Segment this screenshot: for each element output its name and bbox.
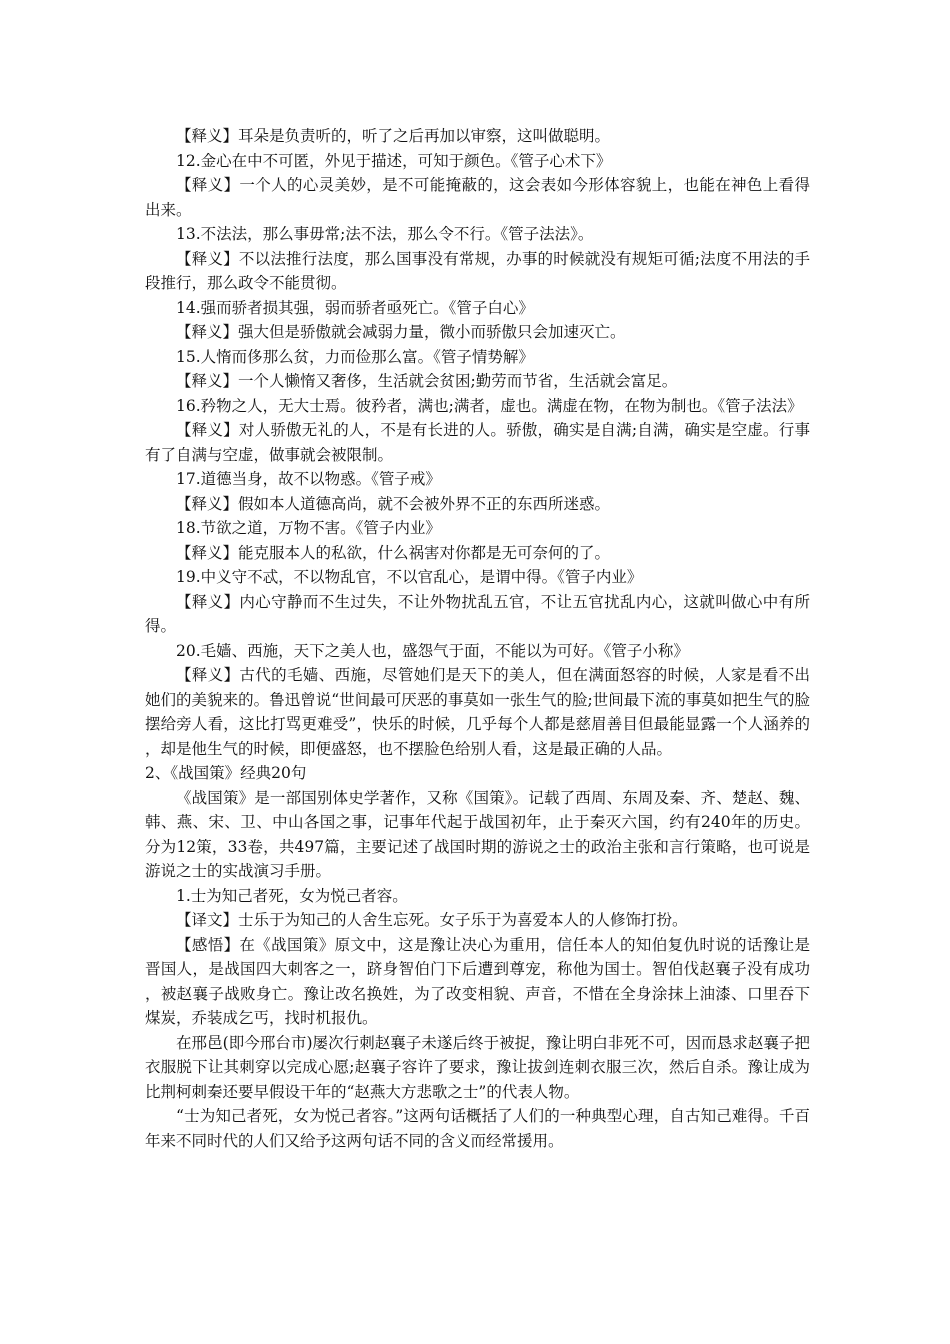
paragraph-22: 1.士为知己者死，女为悦己者容。 [176,886,408,905]
paragraph-26: “士为知己者死，女为悦己者容。”这两句话概括了人们的一种典型心理，自古知己难得。千百年来不同时代的人们又给予这两句话不同的含义而经常援用。 [145,1107,810,1150]
paragraph-14: 18.节欲之道，万物不害。《管子内业》 [176,519,441,537]
paragraph-13: 【释义】假如本人道德高尚，就不会被外界不正的东西所迷惑。 [176,494,611,513]
paragraph-3: 【释义】一个人的心灵美妙，是不可能掩蔽的，这会表如今形体容貌上，也能在神色上看得出来。 [145,176,810,219]
paragraph-11: 【释义】对人骄傲无礼的人，不是有长进的人。骄傲，确实是自满;自满，确实是空虚。行事有了自满与空虚，做事就会被限制。 [145,421,810,464]
paragraph-17: 【释义】内心守静而不生过失，不让外物扰乱五官，不让五官扰乱内心，这就叫做心中有所得。 [145,592,810,635]
paragraph-16: 19.中义守不忒，不以物乱官，不以官乱心，是谓中得。《管子内业》 [176,568,643,586]
section-heading: 2、《战国策》经典20句 [145,764,307,782]
paragraph-6: 14.强而骄者损其强，弱而骄者亟死亡。《管子白心》 [176,298,534,317]
paragraph-21: 《战国策》是一部国别体史学著作，又称《国策》。记载了西周、东周及秦、齐、楚赵、魏、韩、燕、宋、卫、中山各国之事，记事年代起于战国初年，止于秦灭六国，约有240年的历史。分为12策，33卷，共497篇，主要记述了战国时期的游说之士的政治主张和言行策略，也可说是游说之士的实战演习手册。 [145,788,810,880]
paragraph-9: 【释义】一个人懒惰又奢侈，生活就会贫困;勤劳而节省，生活就会富足。 [176,372,678,390]
paragraph-10: 16.矜物之人，无大士焉。彼矜者，满也;满者，虚也。满虚在物，在物为制也。《管子法法》 [176,396,803,415]
paragraph-5: 【释义】不以法推行法度，那么国事没有常规，办事的时候就没有规矩可循;法度不用法的手段推行，那么政令不能贯彻。 [145,249,810,292]
paragraph-15: 【释义】能克服本人的私欲，什么祸害对你都是无可奈何的了。 [176,543,611,562]
paragraph-12: 17.道德当身，故不以物惑。《管子戒》 [176,470,441,488]
paragraph-19: 【释义】古代的毛嫱、西施，尽管她们是天下的美人，但在满面怒容的时候，人家是看不出她们的美貌来的。鲁迅曾说“世间最可厌恶的事莫如一张生气的脸;世间最下流的事莫如把生气的脸摆给旁人看，这比打骂更难受”，快乐的时候，几乎每个人都是慈眉善目但最能显露一个人涵养的，却是他生气的时候，即便盛怒，也不摆脸色给别人看，这是最正确的人品。 [145,666,810,758]
paragraph-25: 在邢邑(即今邢台市)屡次行刺赵襄子未遂后终于被捉，豫让明白非死不可，因而恳求赵襄子把衣服脱下让其刺穿以完成心愿;赵襄子容许了要求，豫让拔剑连刺衣服三次，然后自杀。豫让成为比荆柯刺秦还要早假设干年的“赵燕大方悲歌之士”的代表人物。 [145,1033,810,1101]
paragraph-23: 【译文】士乐于为知己的人舍生忘死。女子乐于为喜爱本人的人修饰打扮。 [176,911,688,929]
paragraph-8: 15.人惰而侈那么贫，力而俭那么富。《管子情势解》 [176,347,534,366]
paragraph-1: 【释义】耳朵是负责听的，听了之后再加以审察，这叫做聪明。 [176,127,611,145]
paragraph-7: 【释义】强大但是骄傲就会减弱力量，微小而骄傲只会加速灭亡。 [176,323,626,341]
paragraph-24: 【感悟】在《战国策》原文中，这是豫让决心为重用，信任本人的知伯复仇时说的话豫让是晋国人，是战国四大刺客之一，跻身智伯门下后遭到尊宠，称他为国士。智伯伐赵襄子没有成功，被赵襄子战败身亡。豫让改名换姓，为了改变相貌、声音，不惜在全身涂抹上油漆、口里吞下煤炭，乔装成乞丐，找时机报仇。 [145,935,810,1027]
document-body [145,124,810,1153]
paragraph-4: 13.不法法，那么事毋常;法不法，那么令不行。《管子法法》。 [176,225,594,243]
paragraph-2: 12.金心在中不可匿，外见于描述，可知于颜色。《管子心术下》 [176,151,612,170]
paragraph-18: 20.毛嫱、西施，天下之美人也，盛怨气于面，不能以为可好。《管子小称》 [176,641,689,660]
